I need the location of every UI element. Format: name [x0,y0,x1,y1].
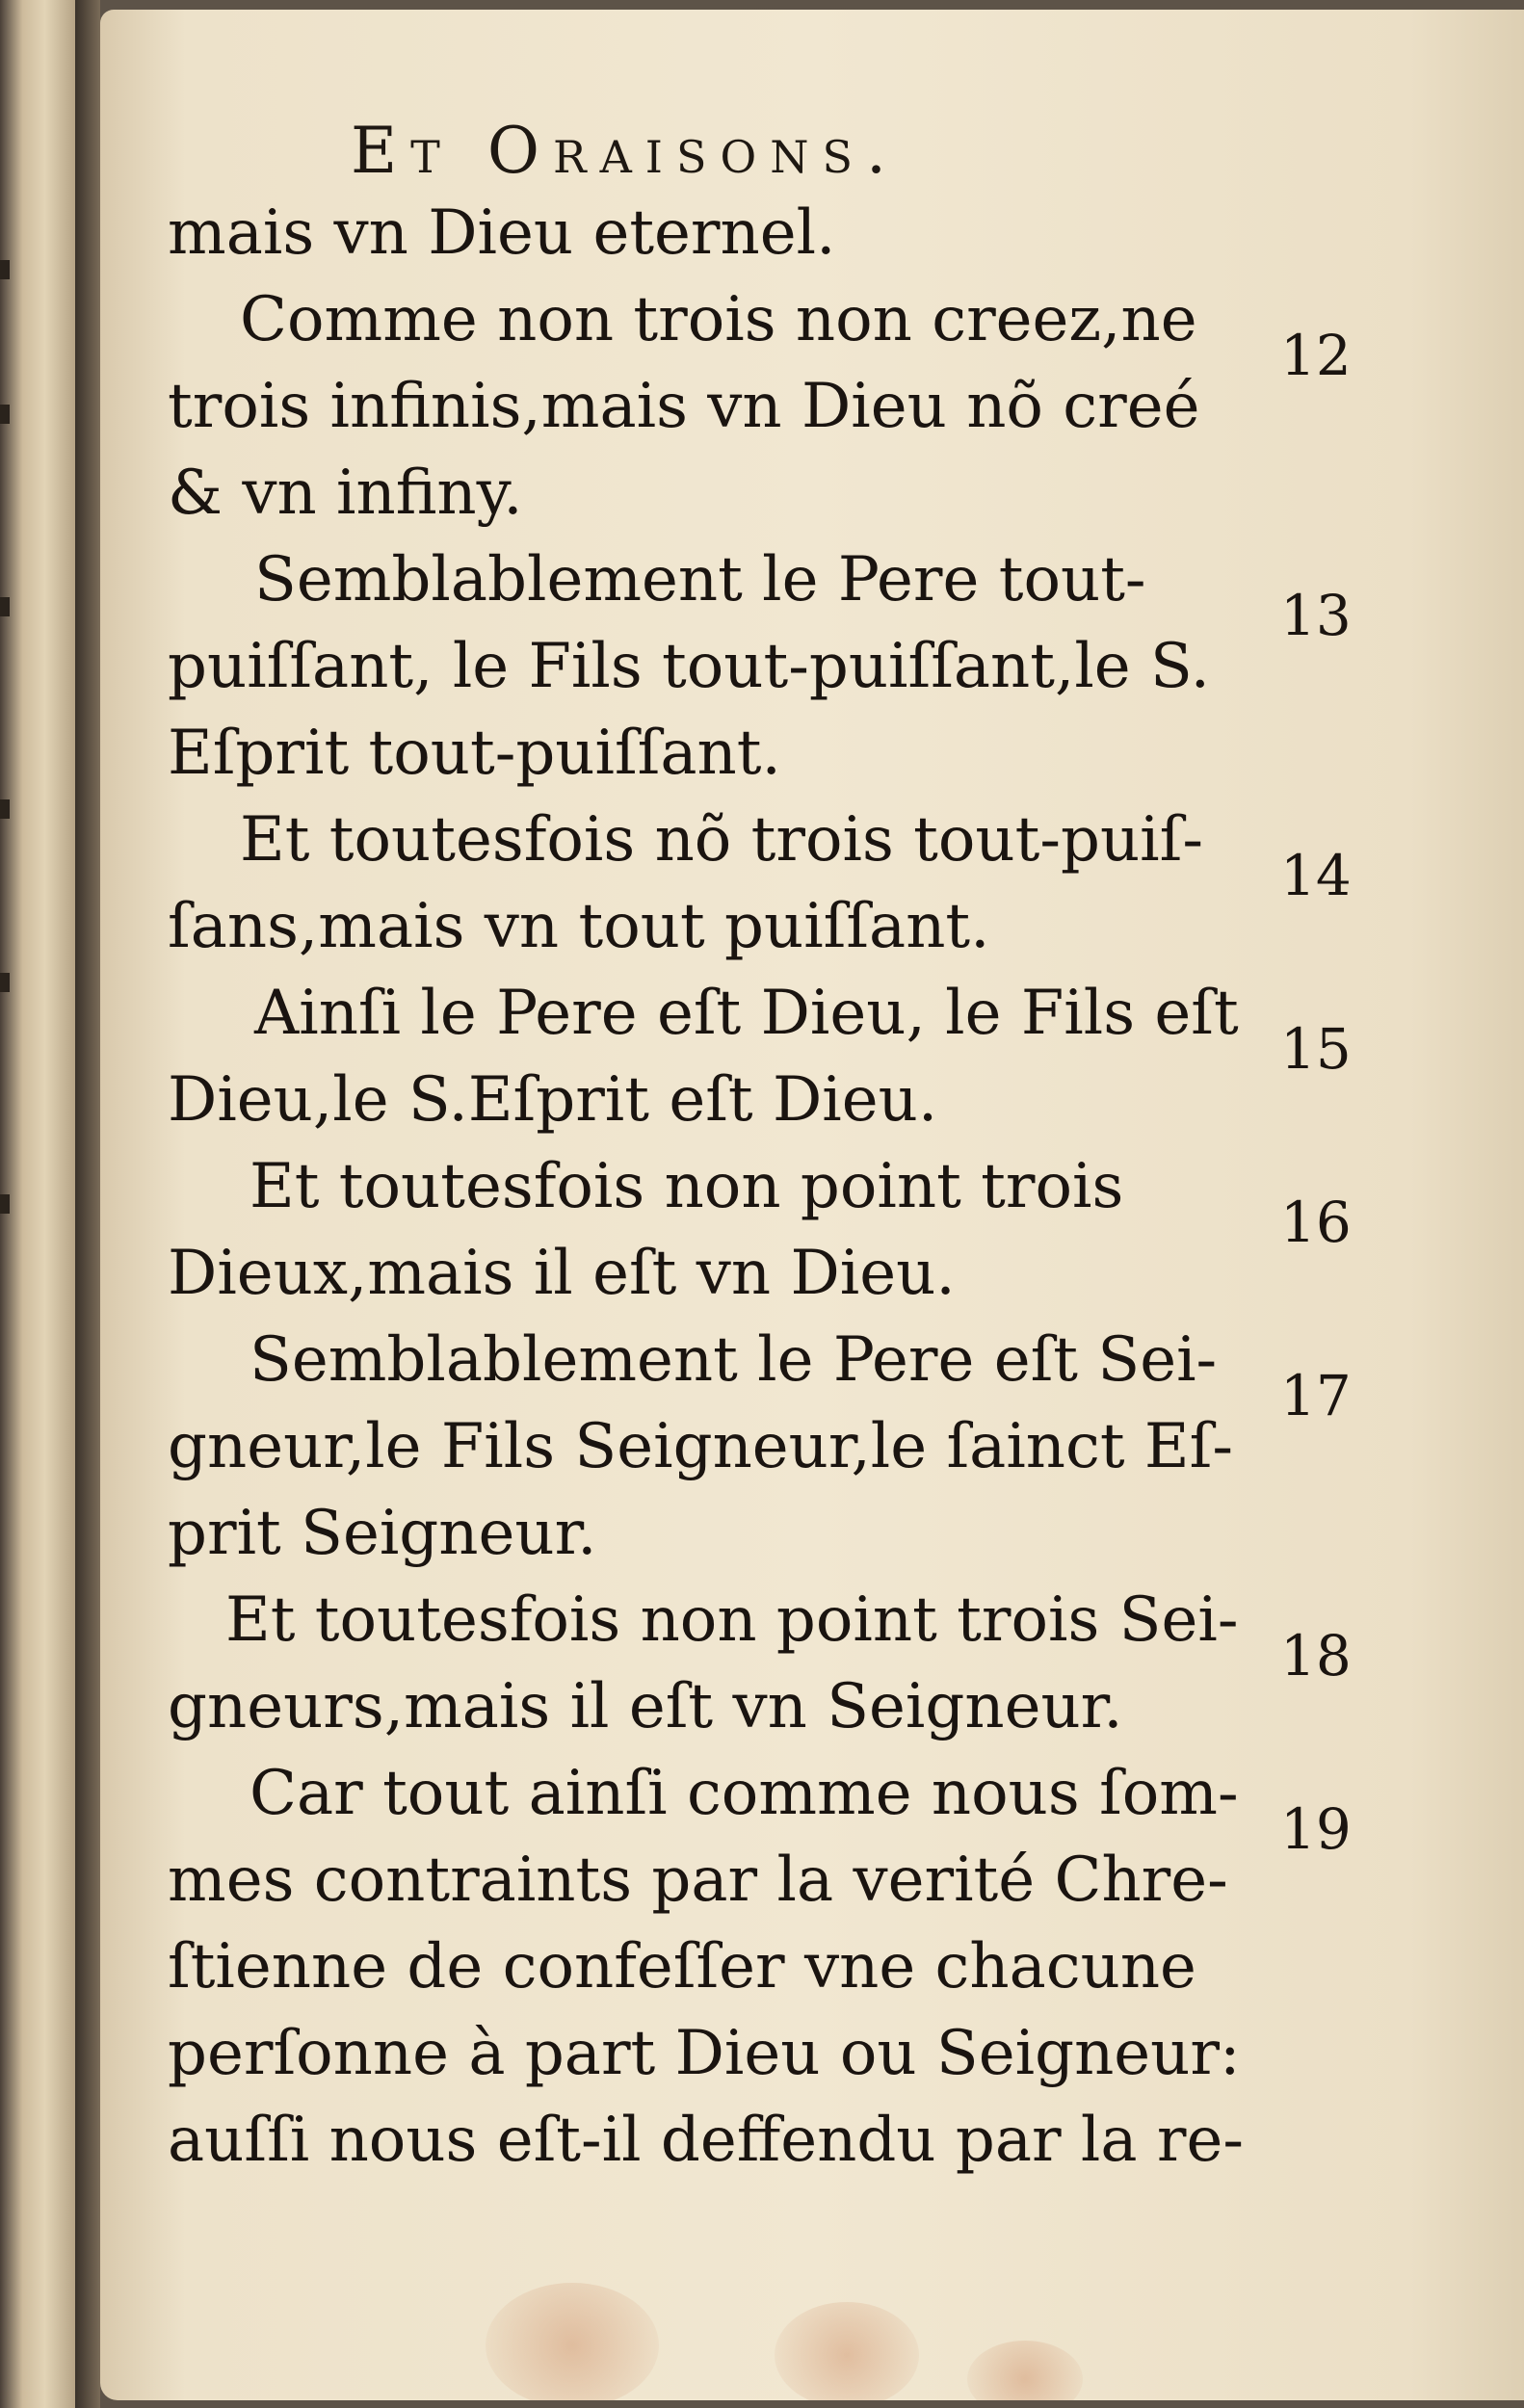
page-stain [775,2302,919,2400]
show-through-mark [0,973,10,992]
show-through-mark [0,260,10,279]
verse-number: 19 [1280,1796,1352,1862]
text-line: prit Seigneur. [168,1498,597,1569]
verse-number: 12 [1280,323,1352,388]
text-line: ſans,mais vn tout puiſſant. [168,891,990,962]
text-line: Et toutesfois non point trois Sei- [225,1584,1239,1656]
page-stain [486,2283,659,2400]
text-line: Semblablement le Pere tout- [254,544,1146,615]
previous-page-edge [0,0,75,2408]
text-line: Dieux,mais il eſt vn Dieu. [168,1238,956,1309]
text-line: ſtienne de confeſſer vne chacune [168,1931,1196,2002]
show-through-mark [0,1194,10,1214]
text-line: Eſprit tout-puiſſant. [168,718,781,789]
show-through-mark [0,597,10,616]
text-line: mes contraints par la verité Chre- [168,1845,1228,1916]
text-line: gneur,le Fils Seigneur,le ſainct Eſ- [168,1411,1233,1482]
text-line: trois infinis,mais vn Dieu nõ creé [168,371,1200,442]
verse-number: 15 [1280,1016,1352,1082]
verse-number: 18 [1280,1623,1352,1688]
text-line: Dieu,le S.Eſprit eſt Dieu. [168,1064,938,1136]
text-line: auſſi nous eſt-il deffendu par la re- [168,2105,1244,2176]
text-line: puiſſant, le Fils tout-puiſſant,le S. [168,631,1210,702]
text-line: Et toutesfois nõ trois tout-puiſ- [240,804,1203,876]
show-through-mark [0,405,10,424]
verse-number: 14 [1280,843,1352,908]
text-line: Semblablement le Pere eſt Sei- [250,1324,1218,1396]
page-stain [967,2341,1083,2400]
text-line: & vn infiny. [168,458,523,529]
text-line: gneurs,mais il eſt vn Seigneur. [168,1671,1123,1742]
book-gutter [75,0,100,2408]
text-line: Ainſi le Pere eſt Dieu, le Fils eſt [254,978,1239,1049]
text-line: Comme non trois non creez,ne [240,284,1197,355]
text-line: Et toutesfois non point trois [250,1151,1124,1222]
text-line: mais vn Dieu eternel. [168,197,836,269]
running-header: Et Oraisons. [351,114,900,188]
text-line: Car tout ainſi comme nous ſom- [250,1758,1239,1829]
show-through-mark [0,799,10,819]
verse-number: 16 [1280,1190,1352,1255]
book-page [100,10,1524,2400]
verse-number: 13 [1280,583,1352,648]
text-line: perſonne à part Dieu ou Seigneur: [168,2018,1241,2089]
verse-number: 17 [1280,1363,1352,1428]
